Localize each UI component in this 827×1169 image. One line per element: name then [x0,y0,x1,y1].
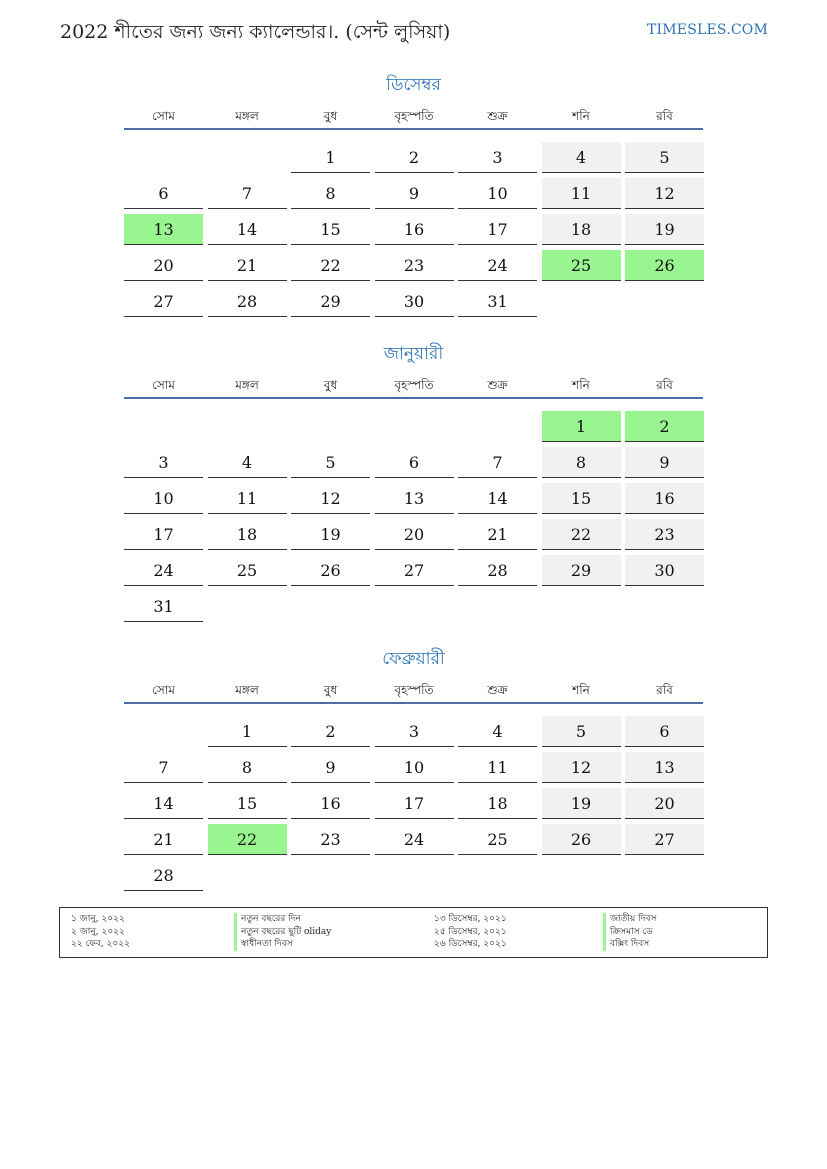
weekday-header: বৃহস্পতি [394,109,434,123]
day-cell: 12 [291,483,370,514]
weekday-header: শুক্র [487,683,508,697]
day-cell: 22 [291,250,370,281]
legend-date: ২৬ ডিসেম্বর, ২০২১ [434,939,507,949]
day-cell: 13 [625,752,704,783]
day-cell: 26 [291,555,370,586]
day-cell: 10 [458,178,537,209]
day-cell: 7 [208,178,287,209]
weekday-header: সোম [152,683,175,697]
day-cell: 5 [291,447,370,478]
day-cell: 5 [625,142,704,173]
day-cell: 24 [124,555,203,586]
day-cell: 1 [291,142,370,173]
day-cell: 15 [542,483,621,514]
day-cell: 7 [458,447,537,478]
day-cell: 11 [458,752,537,783]
day-cell: 20 [375,519,454,550]
day-cell: 24 [458,250,537,281]
legend-names-a [234,913,331,951]
day-cell: 5 [542,716,621,747]
day-cell: 17 [458,214,537,245]
day-cell: 3 [375,716,454,747]
weekday-header: রবি [656,109,673,123]
legend-date: ১৩ ডিসেম্বর, ২০২১ [434,914,507,924]
weekday-header: বুধ [323,683,338,697]
day-cell: 19 [542,788,621,819]
day-cell: 29 [291,286,370,317]
month-title: ডিসেম্বর [386,75,441,95]
day-cell: 20 [625,788,704,819]
day-cell: 19 [625,214,704,245]
day-cell: 28 [124,860,203,891]
day-cell: 4 [458,716,537,747]
weekday-header: মঙ্গল [235,683,259,697]
weekday-header: সোম [152,109,175,123]
site-link[interactable]: TIMESLES.COM [647,22,768,38]
weekday-header: মঙ্গল [235,109,259,123]
weekday-header: রবি [656,378,673,392]
legend-date: ২৫ ডিসেম্বর, ২০২১ [434,926,507,937]
day-cell: 17 [124,519,203,550]
day-cell: 14 [208,214,287,245]
day-cell: 2 [375,142,454,173]
day-cell: 27 [124,286,203,317]
day-cell: 18 [458,788,537,819]
day-cell: 22 [542,519,621,550]
day-cell: 14 [124,788,203,819]
day-cell: 31 [124,591,203,622]
weekday-header: রবি [656,683,673,697]
day-cell: 29 [542,555,621,586]
day-cell: 2 [291,716,370,747]
day-cell: 3 [458,142,537,173]
holiday-day-cell: 26 [625,250,704,281]
weekday-header: বুধ [323,109,338,123]
legend-date: ১ জানু, ২০২২ [71,914,125,924]
day-cell: 19 [291,519,370,550]
day-cell: 27 [625,824,704,855]
day-cell: 28 [208,286,287,317]
day-cell: 10 [124,483,203,514]
month-december [124,72,703,322]
month-title: জানুয়ারী [383,344,444,364]
day-cell: 25 [208,555,287,586]
weekday-header: বৃহস্পতি [394,683,434,697]
day-cell: 15 [291,214,370,245]
day-cell: 14 [458,483,537,514]
holiday-day-cell: 13 [124,214,203,245]
day-cell: 27 [375,555,454,586]
holiday-day-cell: 25 [542,250,621,281]
weekday-header: শনি [572,378,590,392]
weekday-header: সোম [152,378,175,392]
day-cell: 18 [542,214,621,245]
day-cell: 11 [542,178,621,209]
day-cell: 1 [208,716,287,747]
weekday-header: শনি [572,109,590,123]
day-cell: 21 [124,824,203,855]
month-february [124,646,703,896]
page-title: 2022 শীতের জন্য জন্য ক্যালেন্ডার।. (সেন্ট লুসিয়া) [60,21,451,43]
day-cell: 6 [625,716,704,747]
day-cell: 23 [291,824,370,855]
day-cell: 9 [375,178,454,209]
holiday-day-cell: 22 [208,824,287,855]
day-cell: 15 [208,788,287,819]
day-cell: 12 [542,752,621,783]
legend-holiday-name: নতুন বছরের ছুটি oliday [234,926,331,939]
weekday-header: শুক্র [487,109,508,123]
day-cell: 13 [375,483,454,514]
month-january [124,341,703,626]
day-cell: 23 [625,519,704,550]
day-cell: 20 [124,250,203,281]
month-title: ফেব্রুয়ারী [382,649,445,669]
holiday-day-cell: 1 [542,411,621,442]
day-cell: 21 [458,519,537,550]
holiday-legend [59,907,768,958]
legend-holiday-name: বক্সিং দিবস [603,938,656,951]
day-cell: 28 [458,555,537,586]
day-cell: 30 [375,286,454,317]
weekday-header: মঙ্গল [235,378,259,392]
legend-dates-a [71,913,130,951]
day-cell: 31 [458,286,537,317]
legend-dates-b [434,913,507,951]
day-cell: 30 [625,555,704,586]
header-rule [124,702,703,704]
day-cell: 3 [124,447,203,478]
day-cell: 16 [625,483,704,514]
day-cell: 4 [208,447,287,478]
day-cell: 21 [208,250,287,281]
day-cell: 16 [291,788,370,819]
day-cell: 9 [291,752,370,783]
day-cell: 25 [458,824,537,855]
legend-names-b [603,913,656,951]
header-rule [124,397,703,399]
header-rule [124,128,703,130]
day-cell: 9 [625,447,704,478]
day-cell: 6 [375,447,454,478]
day-cell: 12 [625,178,704,209]
weekday-header: শুক্র [487,378,508,392]
legend-holiday-name: জাতীয় দিবস [603,913,656,926]
legend-date: ২ জানু, ২০২২ [71,926,125,937]
day-cell: 8 [291,178,370,209]
day-cell: 18 [208,519,287,550]
day-cell: 10 [375,752,454,783]
day-cell: 11 [208,483,287,514]
holiday-day-cell: 2 [625,411,704,442]
day-cell: 23 [375,250,454,281]
weekday-header: শনি [572,683,590,697]
weekday-header: বৃহস্পতি [394,378,434,392]
day-cell: 6 [124,178,203,209]
day-cell: 24 [375,824,454,855]
day-cell: 16 [375,214,454,245]
day-cell: 8 [542,447,621,478]
day-cell: 8 [208,752,287,783]
day-cell: 4 [542,142,621,173]
legend-holiday-name: ক্রিসমাস ডে [603,926,656,939]
page-header [60,18,768,46]
legend-holiday-name: স্বাধীনতা দিবস [234,938,331,951]
weekday-header: বুধ [323,378,338,392]
day-cell: 26 [542,824,621,855]
day-cell: 7 [124,752,203,783]
legend-holiday-name: নতুন বছরের দিন [234,913,331,926]
legend-date: ২২ ফেব, ২০২২ [71,939,130,949]
day-cell: 17 [375,788,454,819]
